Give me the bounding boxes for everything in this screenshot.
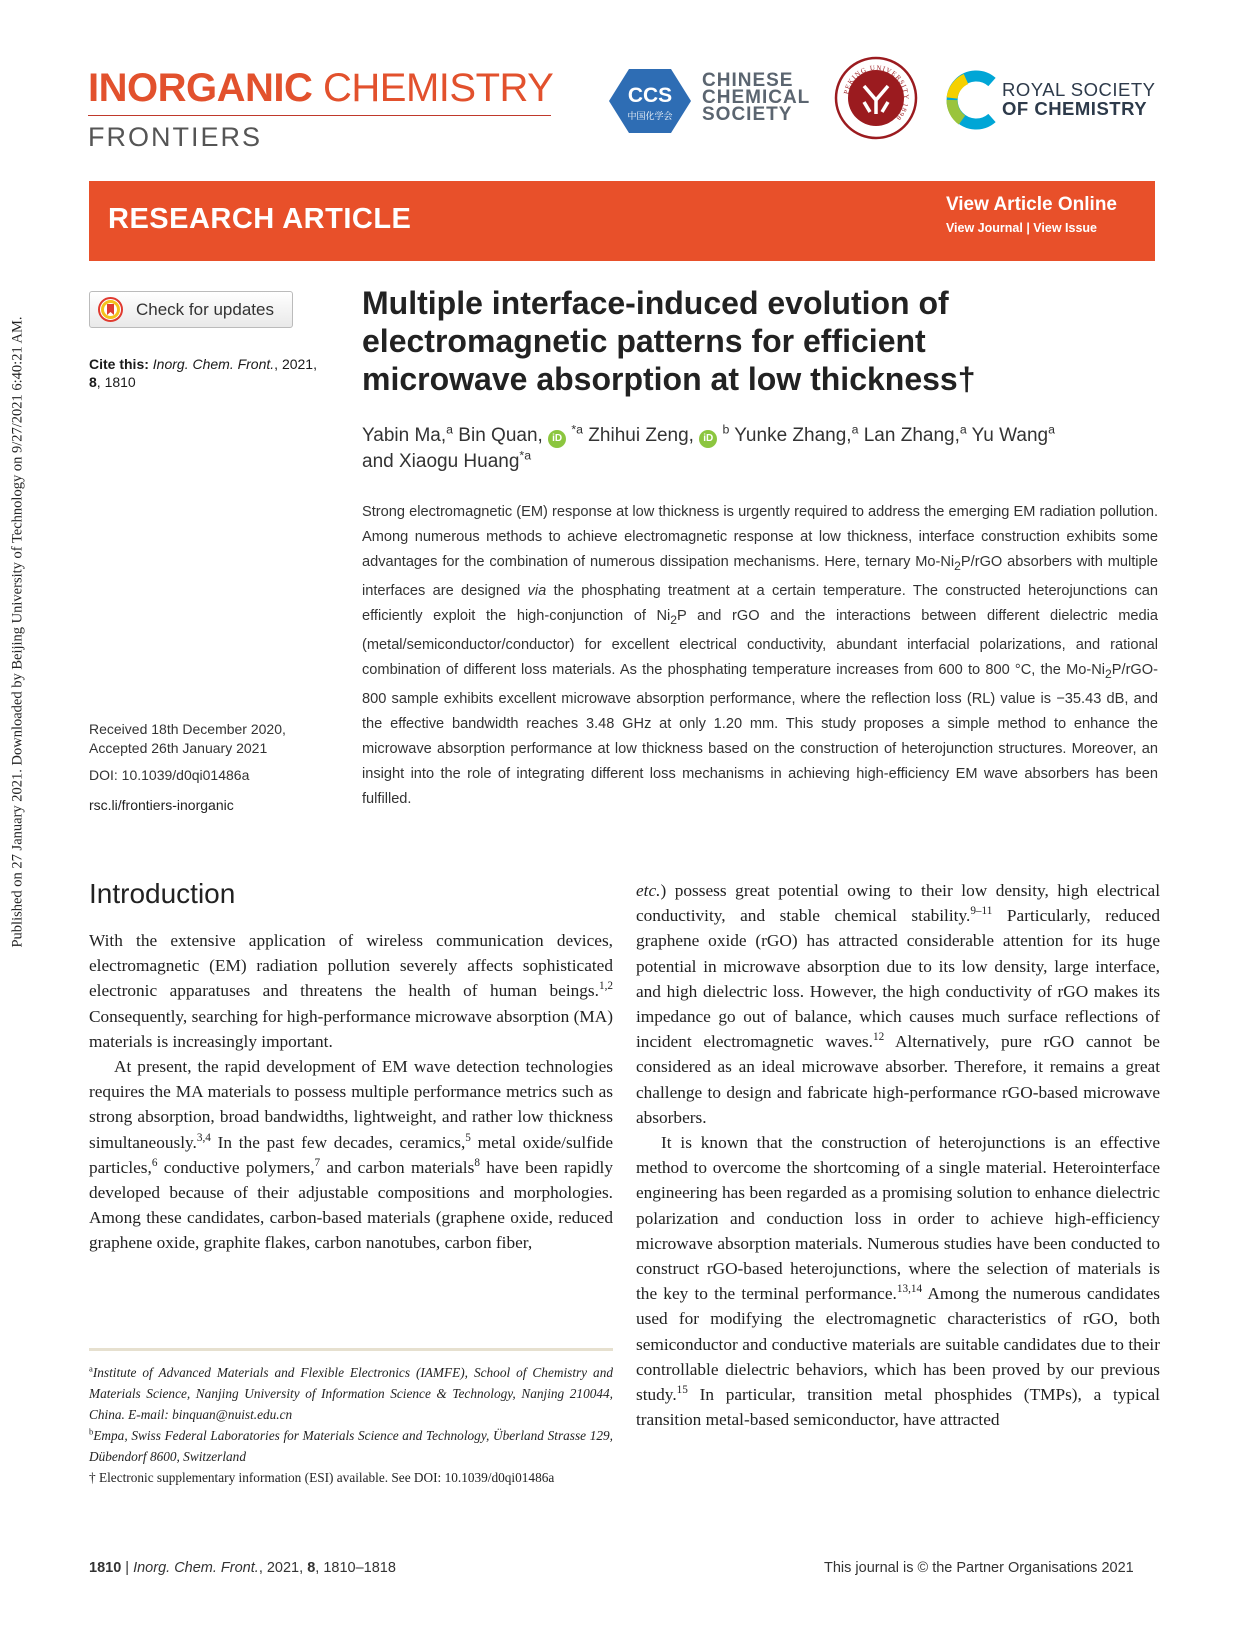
journal-name-light: CHEMISTRY <box>323 66 554 110</box>
cite-page: , 1810 <box>96 374 136 390</box>
author-affiliation: a <box>1048 422 1055 437</box>
page-number: 1810 <box>89 1560 122 1576</box>
view-journal-link[interactable]: View Journal <box>945 221 1023 235</box>
footnote-affiliation-b: $^b$Empa, Swiss Federal Laboratories for Materials Science and Technology, Überland Strasse 129, Dübendorf 8600, Switzerland <box>89 1426 613 1464</box>
ccs-abbr: CCS <box>627 84 673 107</box>
abstract: Strong electromagnetic (EM) response at low thickness is urgently required to address the emerging EM radiation pollution. Among numerous methods to achieve electromagnetic response at low thickness, interface construction exhibits some advantages for the combination of numerous dissipation mechanisms. Here, ternary $Mo-Ni_2P$/rGO absorbers with multiple interfaces are designed via the phosphating treatment at a certain temperature. The constructed heterojunctions can efficiently exploit the high-conjunction of $Ni_2P$ and rGO and the interactions between different dielectric media (metal/semiconductor/conductor) for excellent electrical conductivity, abundant interfacial polarizations, and rational combination of different loss materials. As the phosphating temperature increases from 600 to 800 °C, the $Mo-Ni_2P/rGO-800$ sample exhibits excellent microwave absorption performance, where the reflection loss (RL) value is −35.43 dB, and the effective bandwidth reaches 3.48 GHz at only 1.20 mm. This study proposes a simple method to enhance the microwave absorption performance at low thickness based on the construction of heterojunction structures. Moreover, an insight into the role of integrating different loss mechanisms in achieving high-efficiency EM wave absorbers has been fulfilled. <box>362 504 1159 807</box>
download-note <box>4 262 32 1002</box>
rsc-name <box>1002 80 1156 118</box>
journal-name <box>88 66 553 111</box>
author-list <box>362 423 1152 475</box>
author-name: Yabin Ma, <box>362 425 447 446</box>
view-links-separator: | <box>1026 221 1030 235</box>
author-affiliation: b <box>722 422 730 437</box>
ccs-line-2: CHEMICAL <box>702 87 811 108</box>
author-name: Zhihui Zeng, <box>583 425 694 446</box>
footnote-affiliation-a: $^a$Institute of Advanced Materials and Flexible Electronics (IAMFE), School of Chemistry and Materials Science, Nanjing University of Information Science & Technology, Nanjing 210044, China. E-mail: binquan@nuist.edu.cn <box>89 1363 613 1422</box>
rsc-line-2: OF CHEMISTRY <box>1002 98 1148 119</box>
cite-volume: 8 <box>89 374 97 390</box>
body-column-left <box>89 928 613 1256</box>
author-affiliation: *a <box>571 422 584 437</box>
check-for-updates-button[interactable] <box>89 291 293 328</box>
orcid-icon[interactable]: iD <box>699 430 717 448</box>
bookmark-icon <box>98 297 123 322</box>
rsc-line-1: ROYAL SOCIETY <box>1002 79 1156 100</box>
accepted-date: Accepted 26th January 2021 <box>89 740 268 756</box>
orcid-icon[interactable]: iD <box>548 430 566 448</box>
journal-link[interactable]: rsc.li/frontiers-inorganic <box>89 797 234 813</box>
footnote-rule <box>89 1348 613 1351</box>
article-type-banner <box>89 181 1155 261</box>
ccs-line-3: SOCIETY <box>702 104 793 125</box>
journal-rule <box>88 115 551 116</box>
view-issue-link[interactable]: View Issue <box>1033 221 1097 235</box>
footnote-esi: † Electronic supplementary information (ESI) available. See DOI: 10.1039/d0qi01486a <box>89 1470 555 1485</box>
rsc-logo <box>944 70 1004 130</box>
view-links <box>946 221 1097 235</box>
ccs-name <box>702 72 810 123</box>
author-affiliation: a <box>851 422 859 437</box>
page-footer-right: This journal is © the Partner Organisations 2021 <box>824 1560 1134 1576</box>
journal-name-bold: INORGANIC <box>88 66 313 110</box>
paragraph: etc.) possess great potential owing to their low density, high electrical conductivity, and stable chemical stability.$^{9-11}$ Particularly, reduced graphene oxide (rGO) has attracted considerable attention for its huge potential in microwave absorption due to its low density, large interface, and high dielectric loss. However, the high conductivity of rGO makes its impedance go out of balance, which causes much surface reflections of incident electromagnetic waves.$^{12}$ Alternatively, pure rGO cannot be considered as an ideal microwave absorber. Therefore, it remains a great challenge to design and fabricate high-performance rGO-based microwave absorbers. <box>636 881 1160 1127</box>
body-column-right <box>636 878 1160 1432</box>
article-title: Multiple interface-induced evolution of electromagnetic patterns for efficient microwave absorption at low thickness† <box>362 285 976 397</box>
cite-label: Cite this: <box>89 356 149 372</box>
author-name: Yu Wang <box>966 425 1049 446</box>
cite-year: , 2021, <box>274 356 317 372</box>
author-name: and Xiaogu Huang <box>362 451 520 472</box>
pku-seal-text: PEKING UNIVERSITY 1898 <box>842 63 911 123</box>
paragraph: It is known that the construction of heterojunctions is an effective method to overcome the shortcoming of a single material. Heterointerface engineering has been regarded as a promising solution to enhance dielectric polarization and conduction loss in order to achieve high-efficiency microwave absorption materials. Numerous studies have been conducted to construct rGO-based heterojunctions, where the selection of materials is the key to the terminal performance.$^{13,14}$ Among the numerous candidates used for modifying the electromagnetic characteristics of rGO, both semiconductor and conductive materials are suitable candidates due to their controllable dielectric behaviors, which has been proved by our previous study.$^{15}$ In particular, transition metal phosphides (TMPs), a typical transition metal-based semiconductor, have attracted <box>636 1133 1160 1430</box>
download-note-text: Published on 27 January 2021. Downloaded by Beijing University of Technology on 9/27/2021 6:40:21 AM. <box>9 316 26 948</box>
page-footer-left: 1810 | Inorg. Chem. Front., 2021, 8, 1810–1818 <box>89 1560 396 1576</box>
author-name: Lan Zhang, <box>858 425 960 446</box>
ccs-chinese: 中国化学会 <box>627 112 673 122</box>
author-affiliation: *a <box>519 448 532 463</box>
view-article-online-link[interactable]: View Article Online <box>945 194 1117 215</box>
paragraph: At present, the rapid development of EM wave detection technologies requires the MA materials to possess multiple performance metrics such as strong absorption, broad bandwidths, lightweight, and rather low thickness simultaneously.$^{3,4}$ In the past few decades, ceramics,$^5$ metal oxide/sulfide particles,$^6$ conductive polymers,$^7$ and carbon materials$^8$ have been rapidly developed because of their adjustable compositions and morphologies. Among these candidates, carbon-based materials (graphene oxide, reduced graphene oxide, graphite flakes, carbon nanotubes, carbon fiber, <box>89 1057 613 1253</box>
received-date: Received 18th December 2020, <box>89 721 286 737</box>
section-heading-introduction: Introduction <box>89 878 236 909</box>
check-for-updates-label: Check for updates <box>136 300 274 319</box>
author-name: Bin Quan, <box>453 425 543 446</box>
ccs-line-1: CHINESE <box>702 70 794 91</box>
author-name: Yunke Zhang, <box>729 425 852 446</box>
cite-journal: Inorg. Chem. Front. <box>152 356 275 372</box>
pku-seal <box>834 56 918 140</box>
journal-subtitle: FRONTIERS <box>88 122 263 152</box>
doi[interactable]: DOI: 10.1039/d0qi01486a <box>89 767 250 783</box>
author-affiliation: a <box>959 422 967 437</box>
author-affiliation: a <box>446 422 454 437</box>
paragraph: With the extensive application of wireless communication devices, electromagnetic (EM) radiation pollution severely affects sophisticated electronic apparatuses and threatens the health of human beings.$^{1,2}$ Consequently, searching for high-performance microwave absorption (MA) materials is increasingly important. <box>89 931 613 1051</box>
citation <box>89 355 349 391</box>
footnotes <box>89 1362 613 1488</box>
article-type: RESEARCH ARTICLE <box>108 203 412 235</box>
ccs-logo <box>608 68 692 134</box>
